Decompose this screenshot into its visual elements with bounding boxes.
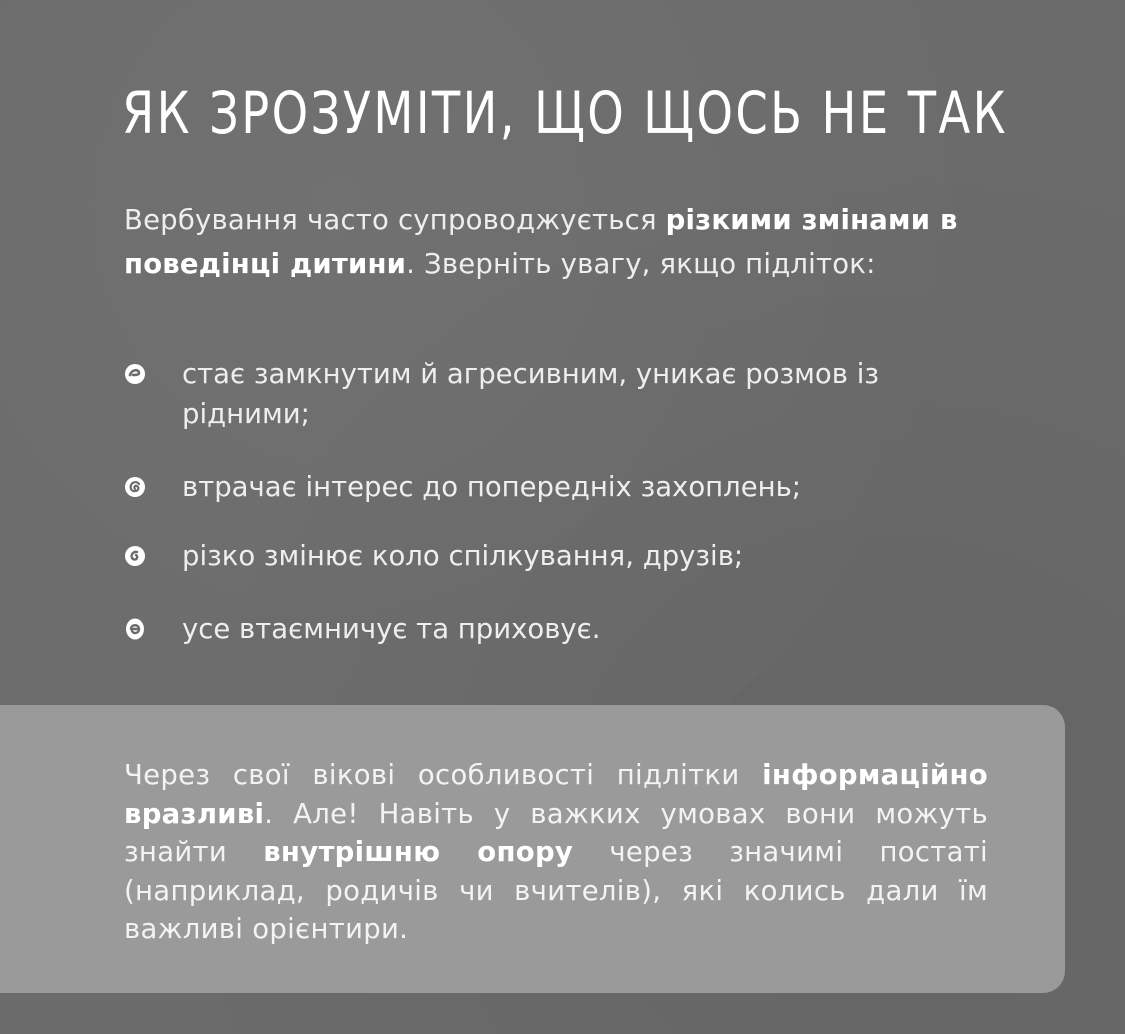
list-item: [124, 609, 1002, 649]
list-item-text: усе втаємничує та приховує.: [182, 613, 601, 645]
note-bold-text-1: інформаційно вразливі: [124, 759, 988, 830]
note-text-middle: . Але! Навіть у важких умовах вони можуть знайти: [124, 797, 988, 868]
list-item: [124, 467, 1002, 507]
note-bold-text-2: внутрішню опору: [263, 836, 574, 868]
note-text-start: Через свої вікові особливості підлітки: [124, 759, 763, 791]
intro-paragraph: [124, 198, 1054, 286]
info-panel-text: [124, 756, 988, 949]
swirl-bullet-icon: [124, 545, 146, 567]
swirl-bullet-icon: [124, 476, 146, 498]
intro-bold-text: різкими змінами в поведінці дитини: [124, 204, 958, 280]
swirl-bullet-icon: [124, 363, 146, 385]
list-item-text: різко змінює коло спілкування, друзів;: [182, 540, 744, 572]
intro-text-start: Вербування часто супроводжується: [124, 204, 666, 236]
note-text-end: через значимі постаті (наприклад, родичів чи вчителів), які колись дали їм важливі орієнтири.: [124, 836, 989, 945]
page-title: ЯК ЗРОЗУМІТИ, ЩО ЩОСЬ НЕ ТАК: [122, 79, 1008, 147]
list-item: [124, 536, 1002, 576]
intro-text-end: . Зверніть увагу, якщо підліток:: [406, 248, 876, 280]
list-item-text: втрачає інтерес до попередніх захоплень;: [182, 471, 802, 503]
list-item-text: стає замкнутим й агресивним, уникає розмов із рідними;: [182, 358, 879, 430]
swirl-bullet-icon: [124, 618, 146, 640]
list-item: [124, 354, 1002, 434]
